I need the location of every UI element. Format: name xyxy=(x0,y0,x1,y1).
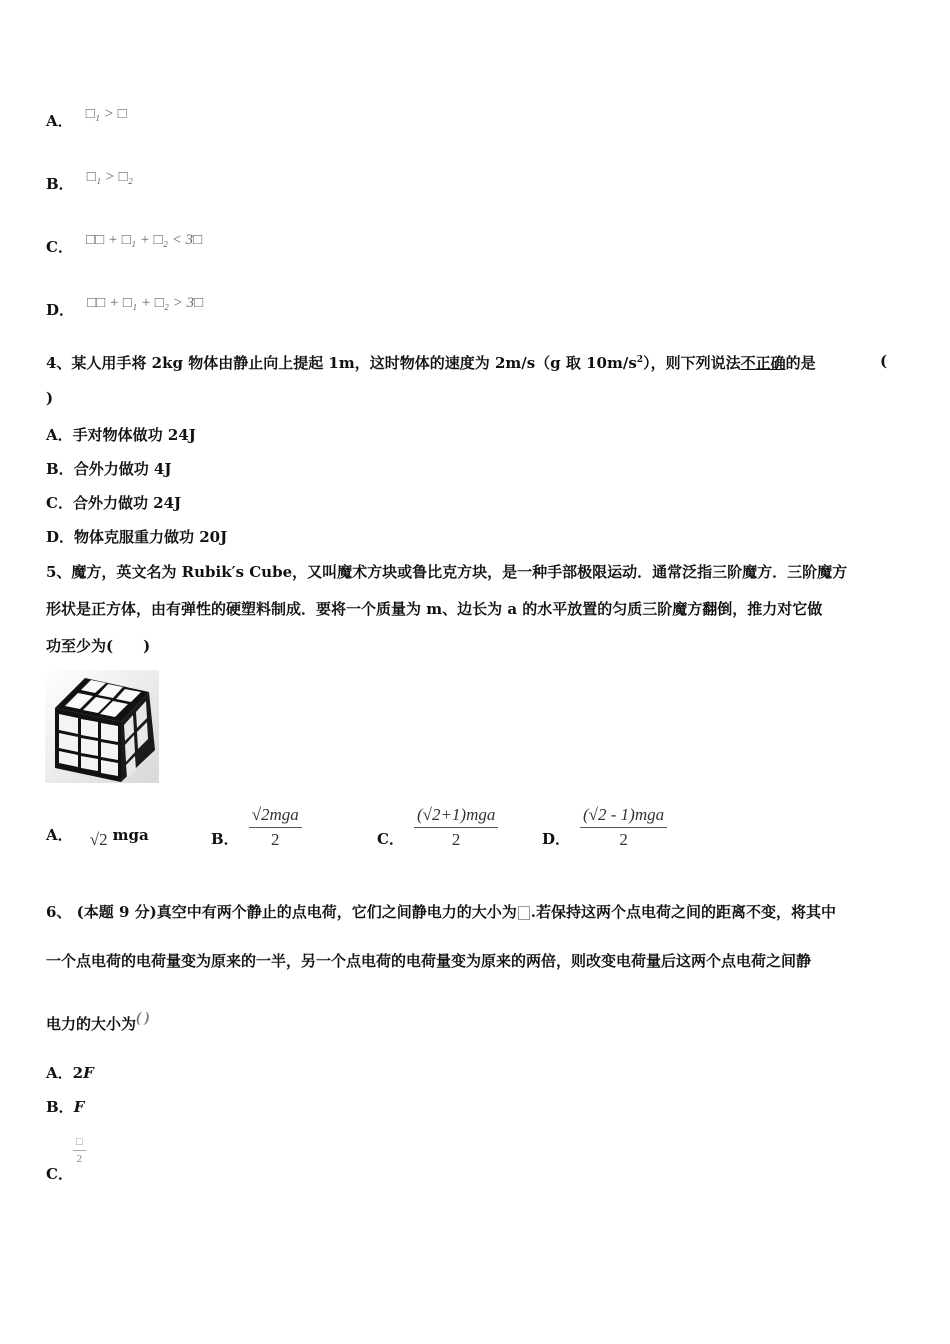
q6-text-a: 6、 (本题 9 分)真空中有两个静止的点电荷，它们之间静电力的大小为 xyxy=(46,903,517,921)
option-letter: C． xyxy=(377,830,404,848)
q4-option-d xyxy=(46,526,227,547)
option-formula-sqrt: √2 xyxy=(89,829,108,849)
q4-paren-open: ( xyxy=(880,352,888,370)
q4-option-b xyxy=(46,458,171,479)
option-italic: F xyxy=(73,1098,85,1116)
q5-option-c xyxy=(377,805,498,850)
q4-option-c xyxy=(46,492,181,513)
q6-option-b xyxy=(46,1096,84,1117)
fraction-numerator: (√2+1)mga xyxy=(414,805,498,828)
option-fraction xyxy=(414,805,498,850)
fraction-denominator: 2 xyxy=(619,830,628,849)
option-letter: C． xyxy=(46,1165,73,1183)
q4-option-a xyxy=(46,424,196,445)
option-formula: □□ + □₁ + □₂ < 3□ xyxy=(86,232,203,248)
q6-line-3 xyxy=(46,1010,150,1034)
option-letter: D． xyxy=(46,301,75,319)
q5-line-3: 功至少为( ) xyxy=(46,637,151,655)
option-italic: F xyxy=(83,1064,94,1082)
option-text: 合外力做功 24J xyxy=(72,494,182,512)
option-text: 合外力做功 4J xyxy=(73,460,172,478)
option-formula: □₁ > □ xyxy=(85,106,127,122)
option-fraction xyxy=(249,805,302,850)
q4-text-c: 的是 xyxy=(785,354,816,372)
option-formula: □□ + □₁ + □₂ > 3□ xyxy=(87,295,204,311)
option-fraction xyxy=(580,805,667,850)
option-letter: B． xyxy=(211,830,239,848)
rubiks-cube-image xyxy=(45,670,159,783)
force-symbol-placeholder-icon xyxy=(518,906,530,920)
option-letter: D． xyxy=(542,830,571,848)
option-letter: C． xyxy=(46,494,73,512)
q4-stem xyxy=(46,352,816,373)
q3-option-b xyxy=(46,169,133,194)
q6-text-c: 电力的大小为 xyxy=(46,1015,137,1033)
q6-option-c xyxy=(46,1163,73,1184)
q6-answer-blank: ( ) xyxy=(136,1010,150,1026)
option-formula-tail: mga xyxy=(112,826,149,844)
option-letter: B． xyxy=(46,1098,74,1116)
q3-option-c xyxy=(46,232,203,257)
q6-text-b: .若保持这两个点电荷之间的距离不变，将其中 xyxy=(530,903,836,921)
fraction-numerator: □ xyxy=(73,1136,86,1151)
q4-text-a: 4、某人用手将 2kg 物体由静止向上提起 1m，这时物体的速度为 2m/s（g 取 10m/s xyxy=(46,354,637,372)
fraction-denominator: 2 xyxy=(270,830,280,849)
q4-superscript: 2 xyxy=(636,355,644,365)
q4-text-b: ），则下列说法 xyxy=(643,354,741,372)
option-formula: □₁ > □₂ xyxy=(86,169,133,185)
option-text: 物体克服重力做功 20J xyxy=(74,528,228,546)
q5-line-1: 5、魔方，英文名为 Rubik′s Cube，又叫魔术方块或鲁比克方块，是一种手部极限运动．通常泛指三阶魔方．三阶魔方 xyxy=(46,563,848,581)
q5-option-d xyxy=(542,805,667,850)
option-text: 2 xyxy=(72,1064,84,1082)
option-letter: A． xyxy=(46,112,73,130)
q3-option-a xyxy=(46,106,127,131)
option-letter: D． xyxy=(46,528,75,546)
fraction-numerator: √2mga xyxy=(249,805,302,828)
q6-line-2: 一个点电荷的电荷量变为原来的一半，另一个点电荷的电荷量变为原来的两倍，则改变电荷量后这两个点电荷之间静 xyxy=(46,952,812,970)
q6-option-a xyxy=(46,1062,94,1083)
q6-line-1 xyxy=(46,901,836,922)
q4-underlined: 不正确 xyxy=(740,354,786,372)
q5-option-b xyxy=(211,805,302,850)
fraction-denominator: 2 xyxy=(76,1153,83,1165)
fraction-numerator: (√2 - 1)mga xyxy=(580,805,667,828)
q5-option-a xyxy=(46,824,149,849)
q4-paren-close: ) xyxy=(46,389,54,407)
option-letter: A． xyxy=(46,426,73,444)
option-text: 手对物体做功 24J xyxy=(72,426,196,444)
q3-option-d xyxy=(46,295,204,320)
q6-option-c-fraction xyxy=(73,1136,86,1165)
option-letter: A． xyxy=(46,1064,73,1082)
option-letter: B． xyxy=(46,460,74,478)
fraction-denominator: 2 xyxy=(451,830,461,849)
option-letter: A． xyxy=(46,826,73,844)
q5-line-2: 形状是正方体，由有弹性的硬塑料制成．要将一个质量为 m、边长为 a 的水平放置的匀质三阶魔方翻倒，推力对它做 xyxy=(46,600,823,618)
option-letter: C． xyxy=(46,238,73,256)
option-letter: B． xyxy=(46,175,74,193)
